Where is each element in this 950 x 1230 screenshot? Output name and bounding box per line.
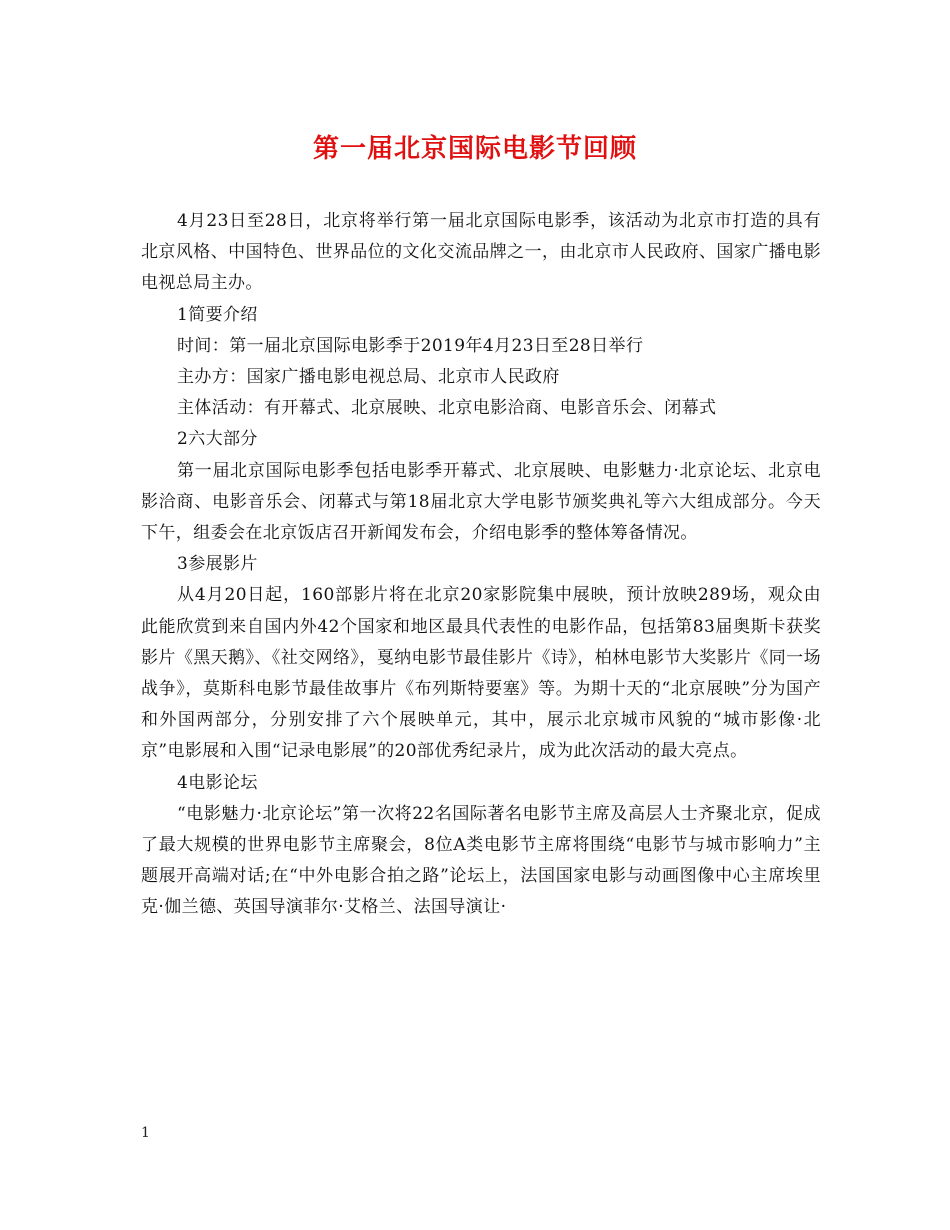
paragraph-films: 从4月20日起，160部影片将在北京20家影院集中展映，预计放映289场，观众由此能欣赏到来自国内外42个国家和地区最具代表性的电影作品，包括第83届奥斯卡获奖影片《黑天鹅》、《社交网络》，戛纳电影节最佳影片《诗》，柏林电影节大奖影片《同一场战争》，莫斯科电影节最佳故事片《布列斯特要塞》等。为期十天的“北京展映”分为国产和外国两部分，分别安排了六个展映单元，其中，展示北京城市风貌的“城市影像·北京”电影展和入围“记录电影展”的20部优秀纪录片，成为此次活动的最大亮点。 xyxy=(141,585,821,762)
document-body xyxy=(141,206,821,924)
detail-activities: 主体活动：有开幕式、北京展映、北京电影洽商、电影音乐会、闭幕式 xyxy=(177,398,717,419)
detail-time: 时间：第一届北京国际电影季于2019年4月23日至28日举行 xyxy=(177,335,644,356)
paragraph-forum: “电影魅力·北京论坛”第一次将22名国际著名电影节主席及高层人士齐聚北京，促成了最大规模的世界电影节主席聚会，8位A类电影节主席将围绕“电影节与城市影响力”主题展开高端对话;在“中外电影合拍之路”论坛上，法国国家电影与动画图像中心主席埃里克·伽兰德、英国导演菲尔·艾格兰、法国导演让· xyxy=(141,803,821,918)
section-heading-six-parts: 2六大部分 xyxy=(177,429,258,450)
paragraph-intro: 4月23日至28日，北京将举行第一届北京国际电影季，该活动为北京市打造的具有北京风格、中国特色、世界品位的文化交流品牌之一，由北京市人民政府、国家广播电影电视总局主办。 xyxy=(141,211,821,294)
paragraph-six-parts: 第一届北京国际电影季包括电影季开幕式、北京展映、电影魅力·北京论坛、北京电影洽商、电影音乐会、闭幕式与第18届北京大学电影节颁奖典礼等六大组成部分。今天下午，组委会在北京饭店召开新闻发布会，介绍电影季的整体筹备情况。 xyxy=(141,460,821,544)
detail-organizer: 主办方：国家广播电影电视总局、北京市人民政府 xyxy=(177,367,560,388)
page-number: 1 xyxy=(141,1125,150,1141)
document-title: 第一届北京国际电影节回顾 xyxy=(312,134,637,164)
section-heading-films: 3参展影片 xyxy=(177,554,258,575)
section-heading-forum: 4电影论坛 xyxy=(177,772,258,793)
section-heading-intro: 1简要介绍 xyxy=(177,304,258,325)
